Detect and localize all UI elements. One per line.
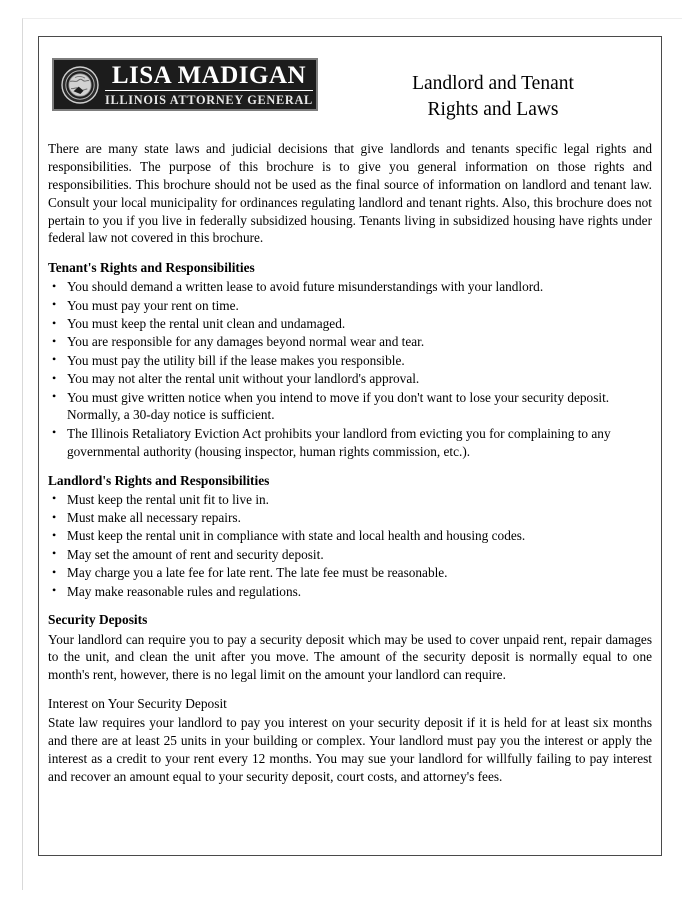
list-item: • May make reasonable rules and regulations. — [48, 583, 652, 601]
bullet-list — [48, 278, 652, 460]
list-item: • May charge you a late fee for late rent. The late fee must be reasonable. — [48, 564, 652, 582]
section-interest-on-security-deposit — [48, 695, 652, 786]
list-item: • You are responsible for any damages beyond normal wear and tear. — [48, 333, 652, 351]
section-body: Your landlord can require you to pay a security deposit which may be used to cover unpaid rent, repair damages to the unit, and clean the unit after you move. The amount of the security deposit is normally equal to one month's rent, however, there is no legal limit on the amount your landlord can require. — [48, 631, 652, 683]
document-header — [38, 36, 662, 128]
section-body: State law requires your landlord to pay you interest on your security deposit if it is held for at least six months and there are at least 25 units in your building or complex. Your landlord must pay you the interest or apply the interest as a credit to your rent every 12 months. You may sue your landlord for willfully failing to pay interest and recover an amount equal to your security deposit, court costs, and attorney's fees. — [48, 715, 652, 784]
section-security-deposits — [48, 611, 652, 684]
list-item: • Must keep the rental unit in compliance with state and local health and housing codes. — [48, 527, 652, 545]
page-title-line-2: Rights and Laws — [427, 98, 559, 120]
list-item: • The Illinois Retaliatory Eviction Act prohibits your landlord from evicting you for complaining to any governmental authority (housing inspector, human rights commission, etc.). — [48, 425, 652, 461]
logo-subtitle: ILLINOIS ATTORNEY GENERAL — [105, 92, 313, 107]
page-title-line-1: Landlord and Tenant — [412, 73, 574, 95]
list-item: • You should demand a written lease to avoid future misunderstandings with your landlord. — [48, 278, 652, 296]
page-title — [338, 71, 648, 123]
document-body — [48, 140, 652, 797]
section-heading: Landlord's Rights and Responsibilities — [48, 472, 270, 488]
list-item: • May set the amount of rent and security deposit. — [48, 546, 652, 564]
section-landlords-rights — [48, 472, 652, 601]
list-item: • You must pay your rent on time. — [48, 297, 652, 315]
section-tenants-rights — [48, 259, 652, 460]
logo-wordmark — [105, 63, 313, 106]
attorney-general-logo — [52, 58, 318, 111]
list-item: • You must keep the rental unit clean and undamaged. — [48, 315, 652, 333]
intro-paragraph: There are many state laws and judicial decisions that give landlords and tenants specific legal rights and responsibilities. The purpose of this brochure is to give you general information on those rights and responsibilities. This brochure should not be used as the final source of information on landlord and tenant law. Consult your local municipality for ordinances regulating landlord and tenant rights. Also, this brochure does not pertain to you if you live in federally subsidized housing. Tenants living in subsidized housing have rights under federal law not covered in this brochure. — [48, 141, 652, 246]
list-item: • Must make all necessary repairs. — [48, 509, 652, 527]
bullet-list — [48, 491, 652, 601]
illinois-state-seal-icon — [61, 66, 99, 104]
logo-name: LISA MADIGAN — [105, 63, 313, 91]
section-heading: Interest on Your Security Deposit — [48, 696, 227, 712]
section-heading: Security Deposits — [48, 612, 148, 628]
list-item: • You must pay the utility bill if the lease makes you responsible. — [48, 352, 652, 370]
list-item: • You must give written notice when you intend to move if you don't want to lose your security deposit. Normally, a 30-day notice is sufficient. — [48, 389, 652, 425]
list-item: • Must keep the rental unit fit to live in. — [48, 491, 652, 509]
list-item: • You may not alter the rental unit without your landlord's approval. — [48, 370, 652, 388]
section-heading: Tenant's Rights and Responsibilities — [48, 260, 255, 276]
